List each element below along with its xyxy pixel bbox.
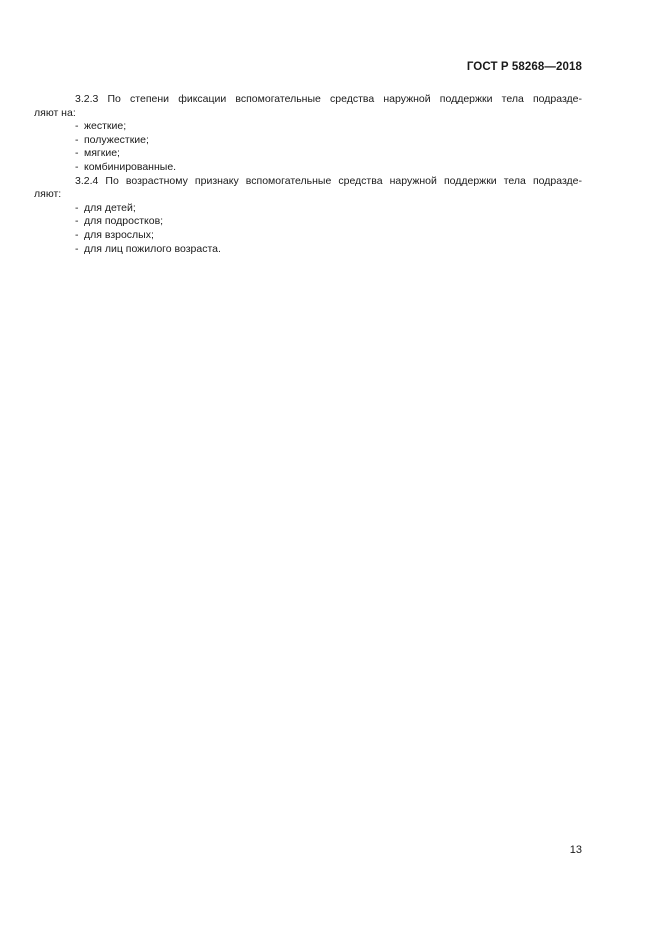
list-item-text: для детей; — [84, 201, 136, 214]
list-item-text: для взрослых; — [84, 228, 154, 241]
list-item — [75, 161, 582, 175]
list-marker: - — [75, 228, 79, 241]
list-item — [75, 229, 582, 243]
list-marker: - — [75, 147, 79, 160]
paragraph-3-2-3 — [34, 93, 582, 120]
list-item — [75, 202, 582, 216]
document-code-header: ГОСТ Р 58268—2018 — [466, 61, 582, 73]
list-item — [75, 147, 582, 161]
list-item-text: жесткие; — [84, 120, 127, 133]
list-marker: - — [75, 242, 79, 255]
list-marker: - — [75, 133, 79, 146]
list-item — [75, 215, 582, 229]
list-marker: - — [75, 160, 79, 173]
paragraph-first-line: 3.2.3 По степени фиксации вспомогательные средства наружной поддержки тела подразде- — [75, 93, 582, 105]
list-item — [75, 243, 582, 257]
paragraph-first-line: 3.2.4 По возрастному признаку вспомогательные средства наружной поддержки тела подразде- — [75, 174, 582, 187]
age-group-list — [34, 202, 582, 256]
section-3-2-3 — [34, 93, 582, 175]
document-body — [34, 93, 582, 256]
page-number: 13 — [569, 844, 582, 856]
list-marker: - — [75, 215, 79, 228]
section-3-2-4 — [34, 175, 582, 257]
paragraph-continuation: ляют: — [34, 188, 62, 201]
paragraph-3-2-4 — [34, 175, 582, 202]
fixation-type-list — [34, 120, 582, 174]
list-item-text: мягкие; — [84, 147, 120, 160]
list-marker: - — [75, 201, 79, 214]
list-item-text: комбинированные. — [84, 160, 177, 173]
paragraph-continuation: ляют на: — [34, 106, 76, 119]
list-item-text: для лиц пожилого возраста. — [84, 242, 221, 255]
list-item — [75, 134, 582, 148]
list-item-text: для подростков; — [84, 215, 164, 228]
list-item — [75, 120, 582, 134]
list-item-text: полужесткие; — [84, 133, 149, 146]
list-marker: - — [75, 120, 79, 133]
